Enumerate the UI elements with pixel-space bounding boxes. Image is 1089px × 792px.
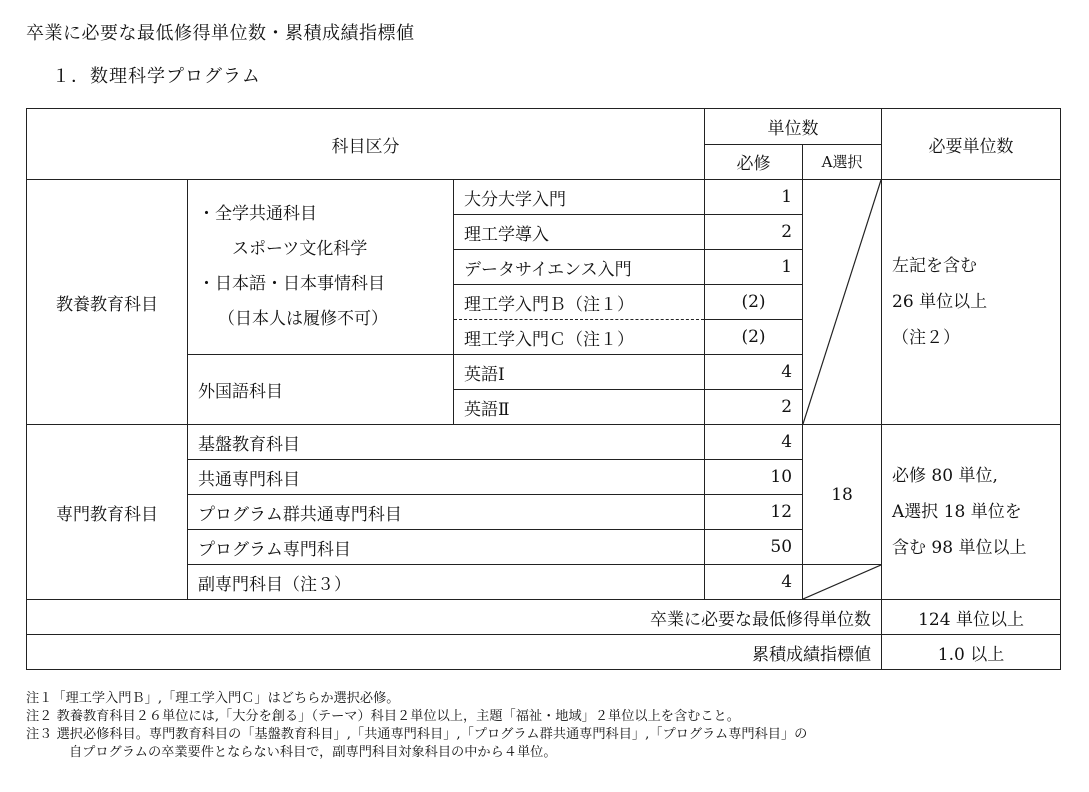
group1-line: （日本人は履修不可）	[218, 309, 388, 329]
course-credits: 50	[705, 530, 803, 565]
needed-line: 左記を含む	[892, 256, 978, 276]
general-needed	[882, 180, 1061, 425]
general-education-label: 教養教育科目	[27, 180, 188, 425]
summary-value: 1.0 以上	[882, 635, 1061, 670]
header-needed: 必要単位数	[882, 109, 1061, 180]
course-name: 英語Ⅱ	[454, 390, 705, 425]
course-name: プログラム専門科目	[188, 530, 705, 565]
header-elective-a: A選択	[803, 144, 882, 180]
group1-line: スポーツ文化科学	[232, 239, 368, 259]
course-name: データサイエンス入門	[454, 250, 705, 285]
course-credits: (2)	[705, 320, 803, 355]
course-name: 副専門科目（注３）	[188, 565, 705, 600]
summary-label: 累積成績指標値	[27, 635, 882, 670]
notes	[26, 690, 807, 762]
note-continuation: 自プログラムの卒業要件とならない科目で，副専門科目対象科目の中から４単位。	[69, 745, 557, 760]
needed-line: 必修 80 単位,	[892, 466, 998, 486]
needed-line: A選択 18 単位を	[892, 502, 1022, 522]
general-group1	[188, 180, 454, 355]
course-credits: 12	[705, 495, 803, 530]
note: 注３ 選択必修科目。専門教育科目の「基盤教育科目」,「共通専門科目」,「プログラム群共通専門科目」,「プログラム専門科目」の	[26, 727, 808, 742]
specialized-needed	[882, 425, 1061, 600]
course-credits: (2)	[705, 285, 803, 320]
summary-label: 卒業に必要な最低修得単位数	[27, 600, 882, 635]
diagonal-line	[803, 565, 881, 599]
course-name: 基盤教育科目	[188, 425, 705, 460]
course-credits: 2	[705, 390, 803, 425]
course-credits: 4	[705, 565, 803, 600]
course-name: 大分大学入門	[454, 180, 705, 215]
course-credits: 4	[705, 425, 803, 460]
course-credits: 1	[705, 250, 803, 285]
course-credits: 2	[705, 215, 803, 250]
elective-a-credits: 18	[803, 425, 882, 565]
course-name: プログラム群共通専門科目	[188, 495, 705, 530]
group1-line: ・日本語・日本事情科目	[198, 274, 385, 294]
course-name: 理工学入門Ｃ（注１）	[454, 320, 705, 355]
course-name: 共通専門科目	[188, 460, 705, 495]
header-category: 科目区分	[27, 109, 705, 180]
note: 注１「理工学入門Ｂ」,「理工学入門Ｃ」はどちらか選択必修。	[26, 691, 400, 706]
summary-value: 124 単位以上	[882, 600, 1061, 635]
needed-line: 26 単位以上	[892, 292, 988, 312]
specialized-education-label: 専門教育科目	[27, 425, 188, 600]
course-name: 英語Ⅰ	[454, 355, 705, 390]
needed-line: （注２）	[892, 328, 961, 348]
elective-a-diagonal-small	[803, 565, 882, 600]
group1-line: ・全学共通科目	[198, 204, 317, 224]
requirements-table	[26, 108, 1061, 670]
course-credits: 4	[705, 355, 803, 390]
course-name: 理工学導入	[454, 215, 705, 250]
section-title: １．数理科学プログラム	[52, 66, 261, 87]
note: 注２ 教養教育科目２６単位には,「大分を創る」（テーマ）科目２単位以上，主題「福祉・地域」２単位以上を含むこと。	[26, 709, 740, 724]
header-required: 必修	[705, 144, 803, 180]
course-credits: 1	[705, 180, 803, 215]
header-credits: 単位数	[705, 109, 882, 145]
needed-line: 含む 98 単位以上	[892, 538, 1027, 558]
diagonal-line	[803, 180, 881, 424]
foreign-language-label: 外国語科目	[188, 355, 454, 425]
elective-a-diagonal	[803, 180, 882, 425]
course-credits: 10	[705, 460, 803, 495]
course-name: 理工学入門Ｂ（注１）	[454, 285, 705, 320]
page-title: 卒業に必要な最低修得単位数・累積成績指標値	[26, 23, 415, 44]
